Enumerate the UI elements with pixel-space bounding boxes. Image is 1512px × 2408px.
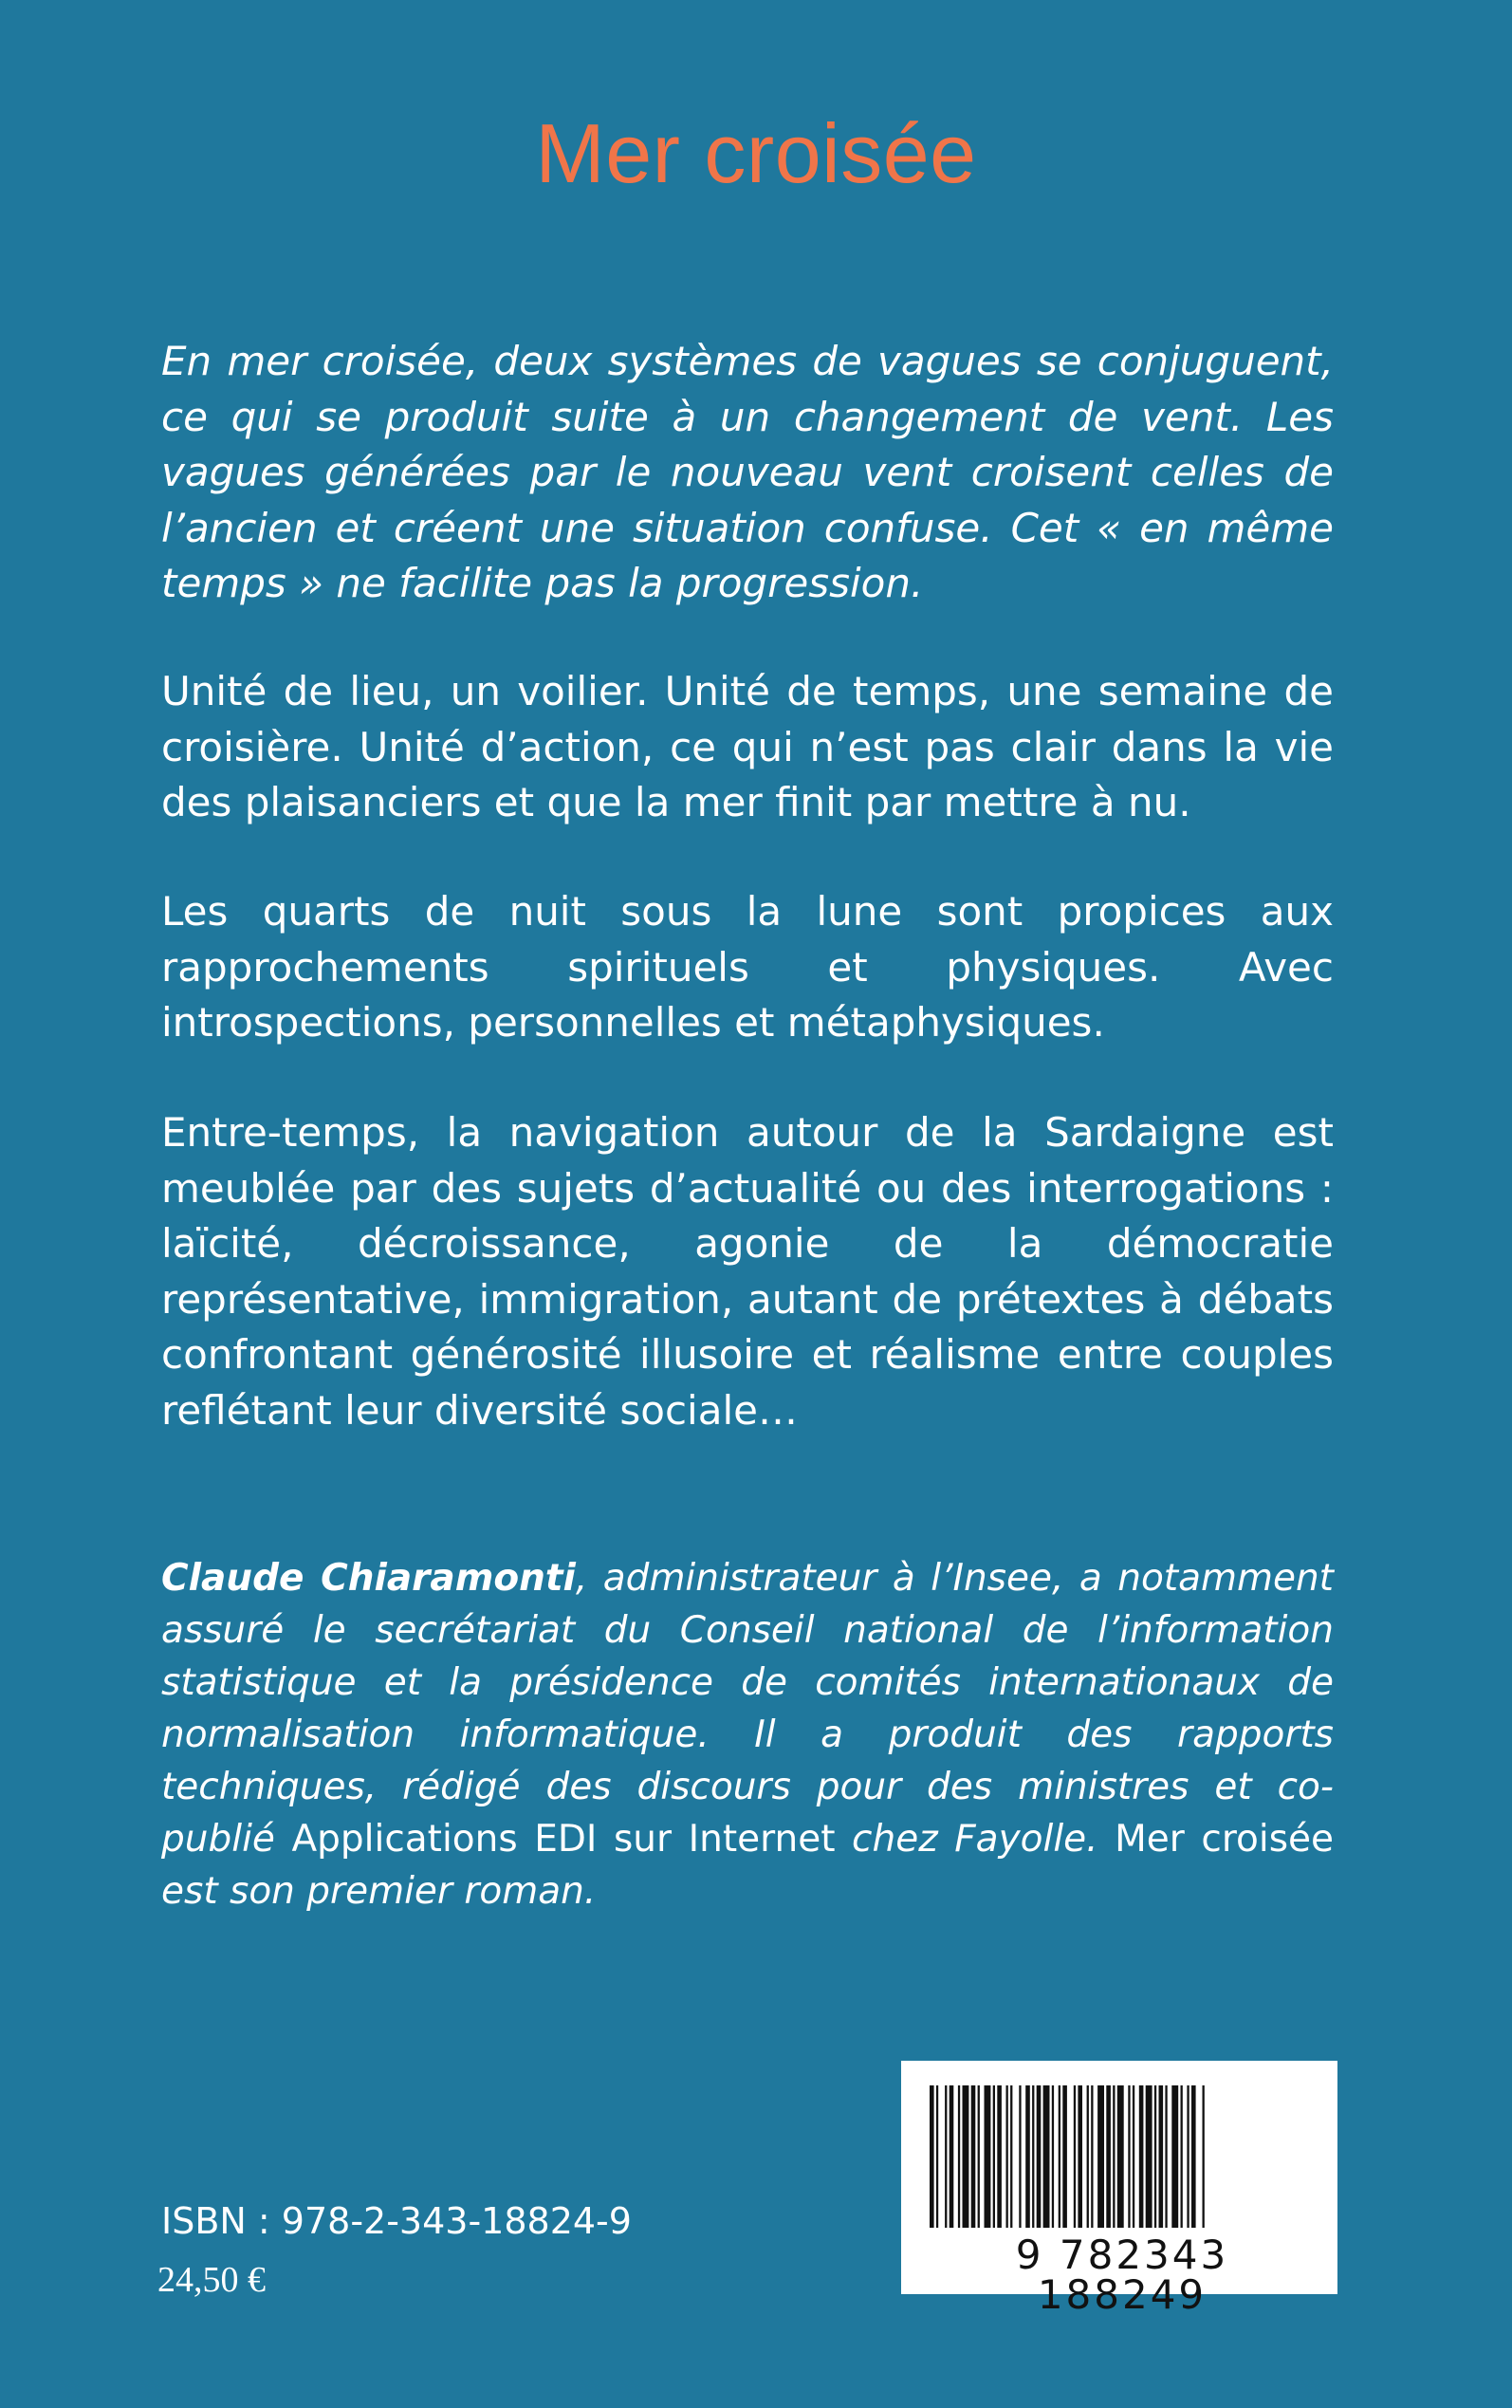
price-label: 24,50 € (157, 2260, 266, 2300)
bio-text-2: chez Fayolle. (835, 1818, 1116, 1861)
barcode-bar (1113, 2085, 1115, 2228)
blurb-paragraph-3: Les quarts de nuit sous la lune sont propices aux rapprochements spirituels et physiques. Avec introspections, personnelles et métaphysiques. (161, 888, 1334, 1046)
blurb-paragraph-4: Entre-temps, la navigation autour de la Sardaigne est meublée par des sujets d’actualité ou des interrogations : laïcité, décroissance, agonie de la démocratie représentative, immigration, autant de prétextes à débats confrontant générosité illusoire et réalisme entre couples reflétant leur diversité sociale… (161, 1109, 1334, 1434)
barcode-bar (1037, 2085, 1042, 2228)
barcode-bar (1087, 2085, 1089, 2228)
barcode-bar (1019, 2085, 1021, 2228)
barcode-bar (1032, 2085, 1034, 2228)
barcode-bar (971, 2085, 976, 2228)
barcode-bar (1059, 2085, 1060, 2228)
barcode-bar (1139, 2085, 1144, 2228)
barcode-bar (1025, 2085, 1030, 2228)
author-bio (161, 1552, 1334, 1917)
barcode (901, 2061, 1337, 2318)
barcode-bar (1133, 2085, 1134, 2228)
barcode-bar (1171, 2085, 1178, 2228)
barcode-bar (1097, 2085, 1104, 2228)
barcode-bar (963, 2085, 969, 2228)
barcode-bar (1006, 2085, 1008, 2228)
blurb-paragraph-1: En mer croisée, deux systèmes de vagues se conjuguent, ce qui se produit suite à un changement de vent. Les vagues générées par le nouveau vent croisent celles de l’ancien et créent une situation confuse. Cet « en même temps » ne facilite pas la progression. (161, 338, 1334, 606)
barcode-bar (1159, 2085, 1164, 2228)
isbn-label: ISBN : 978-2-343-18824-9 (161, 2200, 632, 2242)
barcode-bar (1078, 2085, 1082, 2228)
barcode-bar (958, 2085, 960, 2228)
barcode-bar (1191, 2085, 1196, 2228)
barcode-bar (1154, 2085, 1156, 2228)
barcode-bar (1181, 2085, 1183, 2228)
bio-book-title-1: Applications EDI sur Internet (291, 1818, 836, 1861)
barcode-bar (1091, 2085, 1093, 2228)
barcode-bar (1187, 2085, 1189, 2228)
blurb-paragraph-2: Unité de lieu, un voilier. Unité de temps, une semaine de croisière. Unité d’action, ce qui n’est pas clair dans la vie des plaisanciers et que la mer finit par mettre à nu. (161, 668, 1334, 825)
barcode-bar (985, 2085, 991, 2228)
barcode-bar (993, 2085, 995, 2228)
barcode-bar (1165, 2085, 1167, 2228)
barcode-bar (1062, 2085, 1067, 2228)
bio-book-title-2: Mer croisée (1115, 1818, 1335, 1861)
barcode-bar (1043, 2085, 1050, 2228)
barcode-bar (1146, 2085, 1152, 2228)
barcode-bar (997, 2085, 1002, 2228)
barcode-bar (936, 2085, 938, 2228)
barcode-bar (978, 2085, 980, 2228)
barcode-bar (1052, 2085, 1054, 2228)
barcode-bar (950, 2085, 954, 2228)
barcode-bar (930, 2085, 934, 2228)
barcode-bar (1074, 2085, 1076, 2228)
barcode-bar (1106, 2085, 1111, 2228)
barcode-bar (945, 2085, 947, 2228)
bio-text-3: est son premier roman. (161, 1870, 597, 1913)
barcode-bar (1128, 2085, 1130, 2228)
barcode-number: 9 782343 188249 (1015, 2232, 1229, 2318)
bio-text-1: , administrateur à l’Insee, a notamment assuré le secrétariat du Conseil national de l’information statistique et la présidence de comités internationaux de normalisation informatique. Il a produit des rapports techniques, rédigé des discours pour des ministres et co-publié (161, 1557, 1334, 1861)
barcode-bar (1203, 2085, 1205, 2228)
book-title: Mer croisée (535, 106, 977, 200)
barcode-bars (930, 2085, 1309, 2228)
author-name: Claude Chiaramonti (161, 1557, 576, 1600)
barcode-bar (1010, 2085, 1012, 2228)
barcode-bar (1117, 2085, 1124, 2228)
